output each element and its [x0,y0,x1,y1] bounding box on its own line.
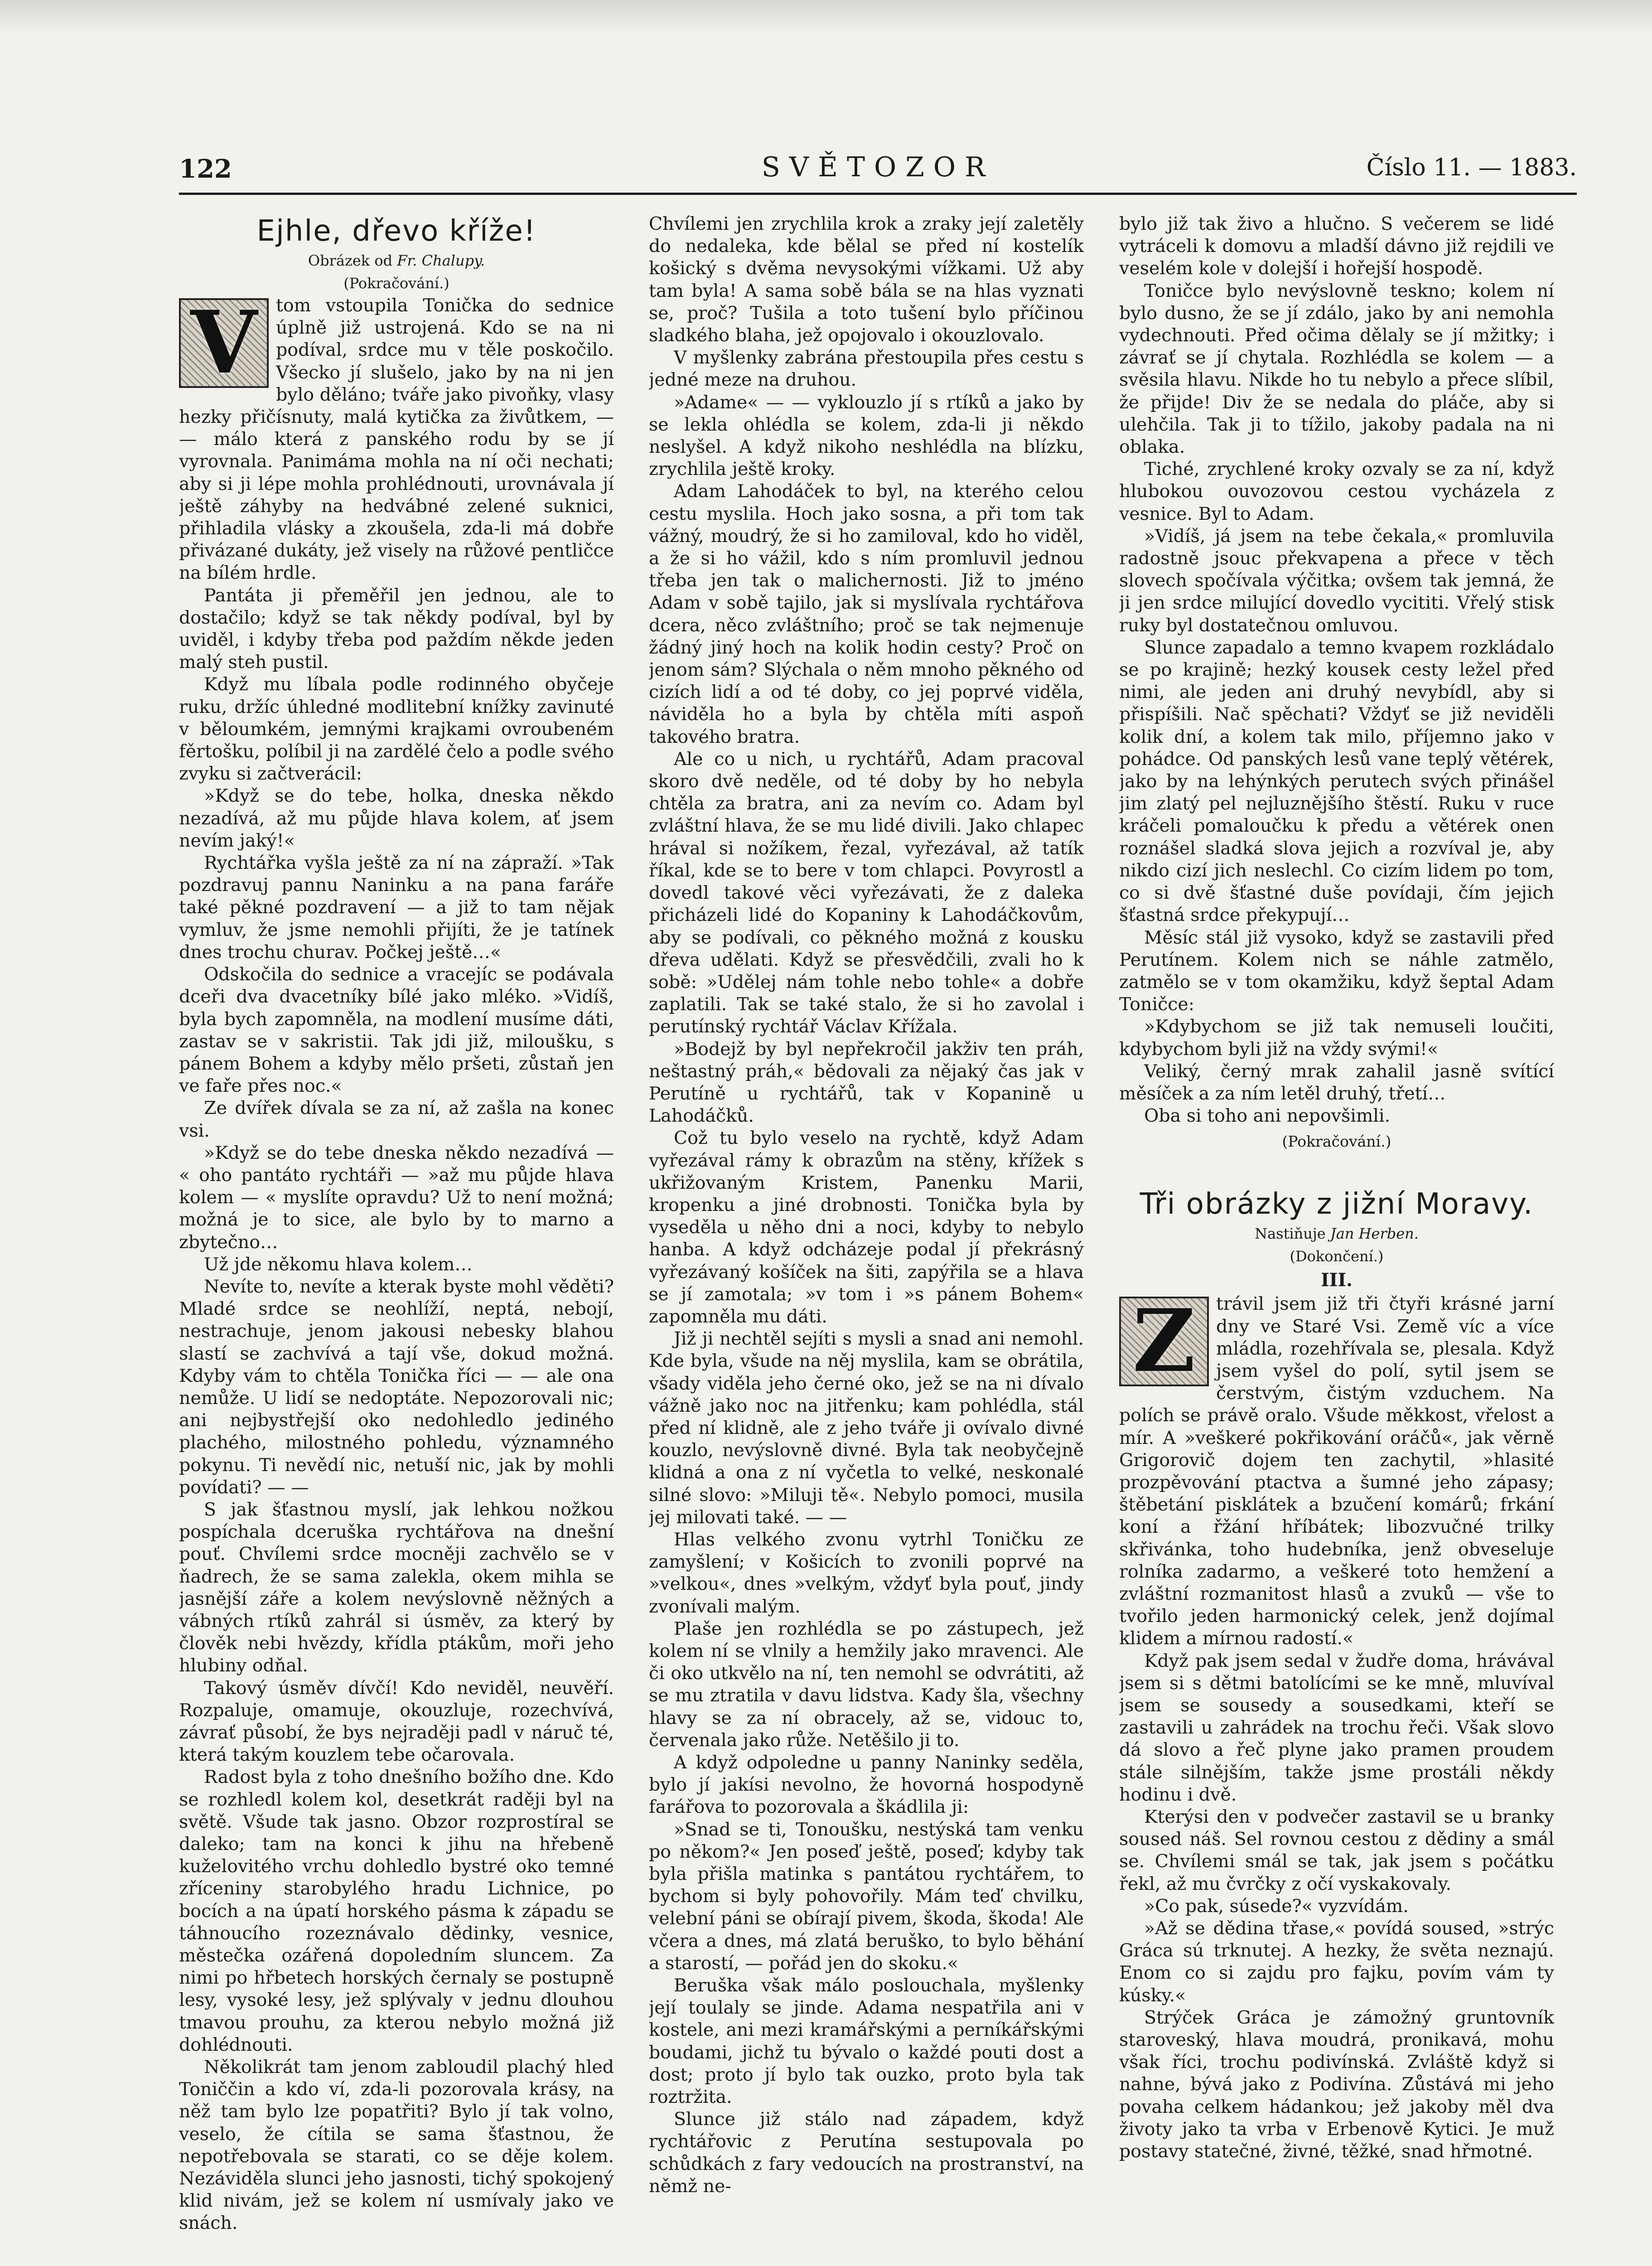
paragraph: »Když se do tebe dneska někdo nezadívá — « oho pantáto rychtáři — »až mu půjde hlava kolem — « myslíte opravdu? Už to není možná; možná je to sice, ale bylo by to marno a zbytečno… [179,1142,614,1253]
paragraph: trávil jsem již tři čtyři krásné jarní dny ve Staré Vsi. Země víc a více mládla, rozehřívala se, plesala. Když jsem vyšel do polí, sytil jsem se čerstvým, čistým vzduchem. Na polích se právě oralo. Všude měkkost, vřelost a mír. A »veškeré pokřikování oráčů«, jak věrně Grigorovič dojem ten zachytil, »hlasité prozpěvování ptactva a šumné jeho zápasy; štěbetání pisklátek a bzučení komárů; frkání koní a řžání hříbátek; libozvučné trilky skřivánka, toho hudebníka, jenž obveseluje rolníka zadarmo, a veškeré toto hemžení a zvláštní rozmanitost hlasů a zvuků — vše to tvořilo jeden harmonický celek, jenž dojímal klidem a mírnou radostí.« [1119,1293,1554,1649]
page-number: 122 [179,154,232,184]
paragraph: S jak šťastnou myslí, jak lehkou nožkou pospíchala dceruška rychtářova na dnešní pouť. Chvílemi srdce mocněji zachvělo se v ňadrech, že se sama zalekla, okem mihla se jasnější záře a kolem nevýslovně něžných a vábných rtíků zahrál si úsměv, za který by člověk nebi hvězdy, křídla ptákům, moři jeho hlubiny odňal. [179,1499,614,1676]
paragraph: »Až se dědina třase,« povídá soused, »strýc Gráca sú trknutej. A hezky, že světa neznajú. Enom co si zajdu pro fajku, povím vám ty kúsky.« [1119,1918,1554,2006]
paragraph: Už jde někomu hlava kolem… [204,1254,473,1275]
paragraph: Ze dvířek dívala se za ní, až zašla na konec vsi. [179,1098,614,1141]
paragraph: Měsíc stál již vysoko, když se zastavili před Perutínem. Kolem nich se náhle zatmělo, zatmělo se v tom okamžiku, když šeptal Adam Toničce: [1119,927,1554,1015]
column-1 [179,213,614,2252]
column-2 [649,213,1084,2252]
paragraph: A když odpoledne u panny Naninky seděla, bylo jí jakísi nevolno, že hovorná hospodyně farářova to pozorovala a škádlila ji: [649,1752,1084,1818]
paragraph: Rychtářka vyšla ještě za ní na zápraží. »Tak pozdravuj pannu Naninku a na pana faráře také pěkné pozdravení — a již to tam nějak vymluv, že jsme nemohli přijíti, že je tatínek dnes trochu churav. Počkej ještě…« [179,852,614,963]
initial-letter: Z [1132,1297,1196,1387]
paragraph: Několikrát tam jenom zabloudil plachý hled Toniččin a kdo ví, zda-li pozorovala krásy, na něž tam bylo lze popatřiti? Bylo jí tak volno, veselo, že cítila se sama šťastnou, že nepotřebovala se starati, co se děje kolem. Nezáviděla slunci jeho jasnosti, tichý spokojený klid nivám, jež se kolem ní usmívaly jako ve snách. [179,2057,614,2234]
article2-note: (Dokončení.) [1290,1248,1384,1265]
byline-author: Jan Herben. [1330,1225,1419,1243]
article2-title: Tři obrázky z jižní Moravy. [1140,1187,1534,1221]
ornamental-initial [1119,1297,1209,1386]
paragraph: Slunce již stálo nad západem, když rychtářovic z Perutína sestupovala po schůdkách z fary vedoucích na prostranství, na němž ne- [649,2109,1084,2197]
paragraph: »Adame« — — vyklouzlo jí s rtíků a jako by se lekla ohlédla se kolem, zda-li ji někdo neslyšel. A když nikoho neshlédla na blízku, zrychlila ještě kroky. [649,392,1084,480]
paragraph: Nevíte to, nevíte a kterak byste mohl věděti? Mladé srdce se neohlíží, neptá, nebojí, nestrachuje, jenom jakousi nebesky blahou slastí se zachvívá a tají vše, dokud možná. Kdyby vám to chtěla Tonička říci — — ale ona nemůže. U lidí se nedoptáte. Nepozorovali nic; ani nejbystřejší oko nedohledlo jediného plachého, milostného pohledu, významného pokynu. Ti nevědí nic, netuší nic, jak by mohli povídati? — — [179,1276,614,1498]
paragraph: Když mu líbala podle rodinného obyčeje ruku, držíc úhledné modlitební knížky zavinuté v běloumkém, jemnými krajkami ovroubeném fěrtošku, políbil ji na zardělé čelo a podle svého zvyku si začtverácil: [179,674,614,784]
paragraph: Tiché, zrychlené kroky ozvaly se za ní, když hlubokou ouvozovou cestou vycházela z vesnice. Byl to Adam. [1119,459,1554,524]
paragraph: V myšlenky zabrána přestoupila přes cestu s jedné meze na druhou. [649,347,1084,391]
paragraph: Odskočila do sednice a vracejíc se podávala dceři dva dvacetníky bílé jako mléko. »Vidíš, byla bych zapomněla, na modlení musíme dáti, zastav se v sakristii. Tak jdi již, miloušku, s pánem Bohem a kdyby mělo pršeti, zůstaň jen ve faře přes noc.« [179,964,614,1097]
paragraph: Strýček Gráca je zámožný gruntovník staroveský, hlava moudrá, pronikavá, mohu však říci, trochu podivínská. Zvláště když si nahne, bývá jako z Podivína. Zůstává mi jeho povaha celkem hádankou; jež jakoby měl dva životy jako ta vrba v Erbenově Kytici. Je muž postavy statečné, živné, těžké, snad hřmotné. [1119,2007,1554,2162]
paragraph: Slunce zapadalo a temno kvapem rozkládalo se po krajině; hezký kousek cesty ležel před nimi, ale jeden ani druhý nevybídl, aby si přispíšili. Nač spěchati? Vždyť se již neviděli kolik dní, a kolem tak milo, příjemno jako v pohádce. Od panských lesů vane teplý větérek, jako by na lehýnkých perutech svých přinášel jim zlatý pel nejluznějšího štěstí. Ruku v ruce kráčeli pomaloučku k předu a větérek onen roznášel sladká slova jejich a rozvíval je, aby nikdo cizí jich neslechl. Co cizím lidem po tom, co si dvě šťastné duše povídaji, čím jejich šťastná srdce překypují… [1119,637,1554,926]
opening-paragraph [179,295,614,585]
article2-byline [1119,1222,1554,1245]
byline-author: Fr. Chalupy. [397,252,485,269]
journal-title: SVĚTOZOR [761,151,995,183]
ornamental-initial [179,298,269,388]
continued-end-note: (Pokračování.) [1282,1133,1391,1151]
paragraph: Chvílemi jen zrychlila krok a zraky její zaletěly do nedaleka, kde bělal se před ní kostelík košický s dvěma nevysokými vížkami. Už aby tam byla! A sama sobě bála se na hlas vyznati se, proč? Tušila a toto tušení bylo příčinou sladkého blaha, jež opojovalo i okouzlovalo. [649,213,1084,346]
paragraph: »Bodejž by byl nepřekročil jakživ ten práh, neštastný práh,« bědovali za nějaký čas jak v Perutíně u rychtářů, tak v Kopanině u Lahodáčků. [649,1038,1084,1127]
scan-top-edge [0,0,1652,32]
byline-prefix: Obrázek od [308,252,393,269]
paragraph: »Vidíš, já jsem na tebe čekala,« promluvila radostně jsouc překvapena a přece v těch slovech spočívala výčitka; ovšem tak jemná, že ji jen srdce milující dovedlo vycititi. Vřelý stisk ruky byl dostatečnou omluvou. [1119,525,1554,636]
paragraph: Beruška však málo poslouchala, myšlenky její toulaly se jinde. Adama nespatřila ani v kostele, ani mezi kramářskými a perníkářskými boudami, jichž tu bývalo o každé pouti dost a dost; proto jí bylo tak ouzko, proto byla tak roztržita. [649,1975,1084,2108]
paragraph: Takový úsměv dívčí! Kdo neviděl, neuvěří. Rozpaluje, omamuje, okouzluje, rozechvívá, závrať působí, že bys nejraději padl v náruč té, která takým kouzlem tebe očarovala. [179,1677,614,1766]
paragraph: Kterýsi den v podvečer zastavil se u branky soused náš. Sel rovnou cestou z dědiny a smál se. Chvílemi smál se tak, jak jsem s počátku řekl, až mu čvrčky z očí vyskakovaly. [1119,1806,1554,1894]
paragraph: Hlas velkého zvonu vytrhl Toničku ze zamyšlení; v Košicích to zvonili poprvé na »velkou«, dnes »velkým, vždyť byla pouť, jindy zvonívali malým. [649,1529,1084,1617]
paragraph: Již ji nechtěl sejíti s mysli a snad ani nemohl. Kde byla, všude na něj myslila, kam se obrátila, všady viděla jeho černé oko, jež se na ni dívalo vážně jako noc na jitřenku; kam pohlédla, stál před ní klidně, ale z jeho tváře ji ovívalo divné kouzlo, nevýslovně divné. Byla tak neobyčejně klidná a ona z ní vyčetla to velké, neskonalé silné slovo: »Miluji tě«. Nebylo pomoci, musila jej milovati také. — — [649,1328,1084,1528]
paragraph: Oba si toho ani nepovšimli. [1144,1105,1391,1127]
article-byline [179,249,614,272]
paragraph: bylo již tak živo a hlučno. S večerem se lidé vytráceli k domovu a mladší dávno již rejdili ve veselém kole v dolejší i hořejší hospodě. [1119,213,1554,279]
page-header [179,151,1577,190]
paragraph: Což tu bylo veselo na rychtě, když Adam vyřezával rámy k obrazům na stěny, křížek s ukřižovaným Kristem, Panenku Marii, kropenku a jiné drobnosti. Tonička byla by vyseděla u něho dni a noci, kdyby to nebylo hanba. A když odcházeje podal jí překrásný vyřezávaný košíček na šiti, zapýřila se a hlava se jí zamotala; »v tom i »s pánem Bohem« zapomněla mu dáti. [649,1128,1084,1327]
column-3 [1119,213,1554,2252]
section-number: III. [1320,1269,1353,1291]
paragraph: »Snad se ti, Tonoušku, nestýská tam venku po někom?« Jen poseď ještě, poseď; kdyby tak byla přišla matinka s pantátou rychtářem, to bychom si byly pohovořily. Mám teď chvilku, velební páni se obírají pivem, škoda, škoda! Ale včera a dnes, má zlatá beruško, to bylo běhání a starostí, — pořád jen do skoku.« [649,1819,1084,1974]
paragraph: Veliký, černý mrak zahalil jasně svítící měsíček a za ním letěl druhý, třetí… [1119,1060,1554,1104]
continued-note: (Pokračování.) [343,275,449,292]
article-title: Ejhle, dřevo kříže! [256,214,536,248]
paragraph: »Kdybychom se již tak nemuseli loučiti, kdybychom byli již na vždy svými!« [1119,1016,1554,1060]
paragraph: Ale co u nich, u rychtářů, Adam pracoval skoro dvě neděle, od té doby by ho nebyla chtěla za bratra, ani za nevím co. Adam byl zvláštní hlava, že se mu lidé divili. Jako chlapec hrával si nožíkem, řezal, vyřezával, až tatík říkal, kde se to bere v tom chlapci. Povyrostl a dovedl takové věci vyřezávati, že z daleka přicházeli lidé do Kopaniny k Lahodáčkovům, aby se podívali, co pěkného možná z kousku dřeva udělati. Když se přesvědčili, zvali ho k sobě: »Udělej nám tohle nebo tohle« a dobře zaplatili. Tak se také stalo, že si ho zavolal i perutínský rychtář Václav Křížala. [649,748,1084,1037]
paragraph: Pantáta ji přeměřil jen jednou, ale to dostačilo; když se tak někdy podíval, byl by uviděl, i kdyby třeba pod paždím někde jeden malý steh pustil. [179,585,614,673]
opening-paragraph [1119,1293,1554,1650]
paragraph: Adam Lahodáček to byl, na kterého celou cestu myslila. Hoch jako sosna, a při tom tak vážný, moudrý, že si ho zamiloval, kdo ho viděl, a že si ho vážil, kdo s ním promluvil jednou třeba jen tak o malichernosti. Již to jméno Adam v sobě tajilo, jak si myslívala rychtářova dcera, něco zvláštního; proč se tak nejmenuje žádný jiný hoch na kolik hodin cesty? Proč on jenom sám? Slýchala o něm mnoho pěkného od cizích lidí a od té doby, co jej poprvé viděla, náviděla ho a byla by chtěla míti aspoň takového bratra. [649,481,1084,747]
header-rule [179,193,1577,195]
paragraph: Toničce bylo nevýslovně teskno; kolem ní bylo dusno, že se jí zdálo, jako by ani nemohla vydechnouti. Před očima dělaly se jí mžitky; i závrať se jí chytala. Rozhlédla se kolem — a svěsila hlavu. Nikde ho tu nebylo a přece slíbil, že přijde! Div že se nedala do pláče, aby si ulehčila. Tak ji to tížilo, jakoby padala na ni oblaka. [1119,280,1554,458]
paragraph: Plaše jen rozhlédla se po zástupech, jež kolem ní se vlnily a hemžily jako mravenci. Ale či oko utkvělo na ní, ten nemohl se odvrátiti, až se mu ztratila v davu lidstva. Kady šla, všechny hlavy se za ní obracely, až se, vidouc to, červenala jako růže. Netěšilo ji to. [649,1618,1084,1751]
paragraph: Radost byla z toho dnešního božího dne. Kdo se rozhledl kolem kol, desetkrát raději byl na světě. Všude tak jasno. Obzor rozprostíral se daleko; tam na konci k jihu na hřebeně kuželovitého vrchu dohledlo bystré oko temné zříceniny starobylého hradu Lichnice, po bocích a na úpatí horského pásma k západu se táhnoucího rozeznávalo dědinky, vesnice, městečka ozářená dopoledním sluncem. Za nimi po hřbetech horských černaly se postupně lesy, vysoké lesy, jež splývaly v jednu dlouhou tmavou prouhu, za kterou nebylo možná již dohlédnouti. [179,1767,614,2055]
article-separator [1119,1154,1554,1186]
initial-letter: V [190,298,257,388]
paragraph: tom vstoupila Tonička do sednice úplně již ustrojená. Kdo se na ni podíval, srdce mu v těle poskočilo. Všecko jí slušelo, jako by na ni jen bylo děláno; tváře jako pivoňky, vlasy hezky přičísnuty, malá kytička za živůtkem, — — málo která z panského rodu by se jí vyrovnala. Panimáma mohla na ní oči nechati; aby si ji lépe mohla prohlédnouti, urovnávala jí ještě záhyby na hedvábné zelené suknici, přihladila vlásky a zkoušela, zda-li má dobře přivázané dukáty, jež visely na růžové pentličce na bílém hrdle. [179,295,614,584]
byline-prefix: Nastiňuje [1255,1225,1326,1243]
paragraph: »Co pak, súsede?« vyzvídám. [1144,1895,1409,1917]
paragraph: Když pak jsem sedal v žudře doma, hrávával jsem si s dětmi batolícími se ke mně, mluvíval jsem se sousedy a sousedkami, kteří se zastavili u zahrádek na trochu řeči. Však slovo dá slovo a řeč plyne jako pramen proudem stále silnějším, takže jsme prostáli někdy hodinu i dvě. [1119,1650,1554,1805]
issue-label: Číslo 11. — 1883. [1366,154,1577,181]
paragraph: »Když se do tebe, holka, dneska někdo nezadívá, až mu půjde hlava kolem, ať jsem nevím jaký!« [179,785,614,851]
